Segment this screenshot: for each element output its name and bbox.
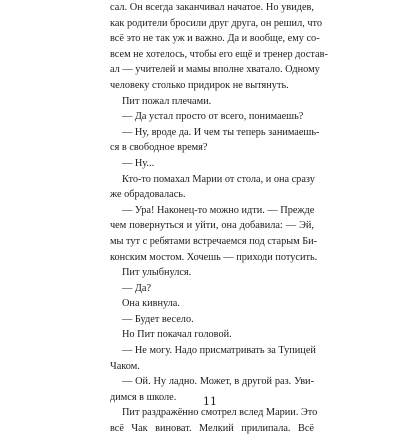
text-line: же обрадовалась. <box>110 189 186 201</box>
text-line: — Ну, вроде да. И чем ты теперь занимаешь- <box>122 126 320 138</box>
text-line: — Да? <box>122 282 152 294</box>
text-line: Кто-то помахал Марии от стола, и она сразу <box>122 173 315 185</box>
text-line: — Будет весело. <box>122 313 194 325</box>
text-line: как родители бросили друг друга, он решил, что <box>110 17 323 29</box>
text-line: Но Пит покачал головой. <box>122 329 232 341</box>
text-line: человеку столько придирок не вытянуть. <box>110 79 289 91</box>
text-line: всё это не так уж и важно. Да и вообще, ему со- <box>110 33 320 45</box>
text-line: — Ну... <box>122 157 155 169</box>
text-line: димся в школе. <box>110 391 177 403</box>
text-line: ал — учителей и мамы вполне хватало. Одному <box>110 64 320 76</box>
text-line: — Да устал просто от всего, понимаешь? <box>122 111 304 123</box>
text-line: конским мостом. Хочешь — приходи потусить. <box>110 251 318 263</box>
text-line: — Ура! Наконец-то можно идти. — Прежде <box>122 204 315 216</box>
text-line: чем повернуться и уйти, она добавила: — Эй, <box>110 220 314 232</box>
text-line: — Не могу. Надо присматривать за Тупицей <box>122 345 316 357</box>
text-line: всем не хотелось, чтобы его ещё и тренер достав- <box>110 48 328 60</box>
text-line: — Ой. Ну ладно. Может, в другой раз. Уви- <box>122 376 314 388</box>
text-line: Пит пожал плечами. <box>122 95 212 107</box>
body-text <box>110 0 328 437</box>
text-line: Пит раздражённо смотрел вслед Марии. Это <box>122 407 318 419</box>
text-line: всё Чак виноват. Мелкий прилипала. Всё <box>110 423 314 435</box>
page-number: 11 <box>203 395 217 408</box>
text-line: сал. Он всегда заканчивал начатое. Но увидев, <box>110 2 314 13</box>
text-line: Пит улыбнулся. <box>122 267 192 279</box>
text-line: Чаком. <box>110 360 140 372</box>
text-line: Она кивнула. <box>122 298 180 310</box>
text-line: ся в свободное время? <box>110 142 208 154</box>
text-line: мы тут с ребятами встречаемся под старым Би- <box>110 235 318 247</box>
